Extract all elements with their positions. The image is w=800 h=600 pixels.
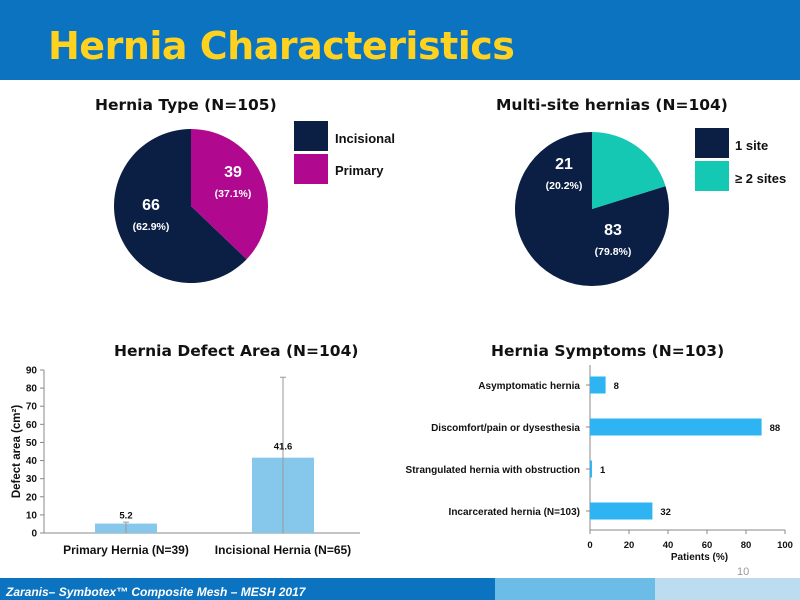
legend-label-1-site: 1 site xyxy=(735,138,769,153)
bar-value-label: 5.2 xyxy=(119,510,133,522)
legend-swatch-1-site xyxy=(695,128,729,158)
hernia-type-title: Hernia Type (N=105) xyxy=(95,96,277,114)
legend-swatch-primary xyxy=(294,154,328,184)
y-tick-label: 50 xyxy=(25,437,37,449)
hernia-type-legend xyxy=(292,118,432,188)
pie-value-label: 66 xyxy=(142,197,160,214)
symptoms-title: Hernia Symptoms (N=103) xyxy=(491,342,725,360)
y-tick-label: 70 xyxy=(25,401,37,413)
y-category-label: Asymptomatic hernia xyxy=(478,381,580,392)
bar-asymptomatic-hernia xyxy=(590,377,606,394)
x-tick-label: 60 xyxy=(701,540,713,551)
x-tick-label: 100 xyxy=(777,540,793,551)
pie-percent-label: (79.8%) xyxy=(594,246,632,258)
y-tick-label: 80 xyxy=(25,383,37,395)
bar-value-label: 88 xyxy=(769,423,781,434)
bar-discomfort-pain-or-dysesthesia xyxy=(590,419,762,436)
slide-title: Hernia Characteristics xyxy=(48,24,515,68)
pie-value-label: 83 xyxy=(604,222,622,239)
bar-value-label: 1 xyxy=(599,465,606,476)
y-tick-label: 90 xyxy=(25,365,37,377)
legend-swatch-incisional xyxy=(294,121,328,151)
legend-label-primary: Primary xyxy=(335,163,384,178)
defect-area-bar-chart xyxy=(0,360,380,570)
x-tick-label: 20 xyxy=(623,540,635,551)
pie-percent-label: (37.1%) xyxy=(214,188,252,200)
bar-strangulated-hernia-with-obstruction xyxy=(590,461,592,478)
pie-value-label: 39 xyxy=(224,164,242,181)
pie-percent-label: (62.9%) xyxy=(132,221,170,233)
footer-accent-bar xyxy=(495,578,655,600)
x-axis-label: Patients (%) xyxy=(670,552,729,563)
y-category-label: Incarcerated hernia (N=103) xyxy=(448,507,580,518)
page-number: 10 xyxy=(737,566,750,578)
y-tick-label: 60 xyxy=(25,419,37,431)
multi-site-legend xyxy=(693,126,800,196)
y-tick-label: 0 xyxy=(31,528,37,540)
symptoms-bar-chart xyxy=(380,360,800,570)
pie-value-label: 21 xyxy=(555,156,573,173)
bar-value-label: 32 xyxy=(660,507,671,518)
x-tick-label: 0 xyxy=(587,540,593,551)
legend-label-incisional: Incisional xyxy=(335,131,395,146)
y-tick-label: 30 xyxy=(25,474,37,486)
bar-value-label: 8 xyxy=(613,381,619,392)
x-category-label: Incisional Hernia (N=65) xyxy=(214,543,352,557)
x-tick-label: 40 xyxy=(662,540,674,551)
y-category-label: Discomfort/pain or dysesthesia xyxy=(431,423,580,434)
x-category-label: Primary Hernia (N=39) xyxy=(63,543,189,557)
y-tick-label: 10 xyxy=(25,510,37,522)
y-tick-label: 40 xyxy=(25,456,37,468)
footer-text: Zaranis– Symbotex™ Composite Mesh – MESH 2017 xyxy=(6,585,306,599)
x-tick-label: 80 xyxy=(740,540,752,551)
y-axis-label: Defect area (cm²) xyxy=(11,404,23,499)
y-category-label: Strangulated hernia with obstruction xyxy=(405,465,580,476)
bar-incarcerated-hernia-n-103 xyxy=(590,503,652,520)
bar-value-label: 41.6 xyxy=(273,441,293,453)
footer-light-bar xyxy=(655,578,800,600)
pie-percent-label: (20.2%) xyxy=(545,180,583,192)
legend-swatch-2-sites xyxy=(695,161,729,191)
defect-area-title: Hernia Defect Area (N=104) xyxy=(114,342,359,360)
legend-label-2-sites: ≥ 2 sites xyxy=(735,171,787,186)
y-tick-label: 20 xyxy=(25,492,37,504)
multi-site-title: Multi-site hernias (N=104) xyxy=(496,96,728,114)
